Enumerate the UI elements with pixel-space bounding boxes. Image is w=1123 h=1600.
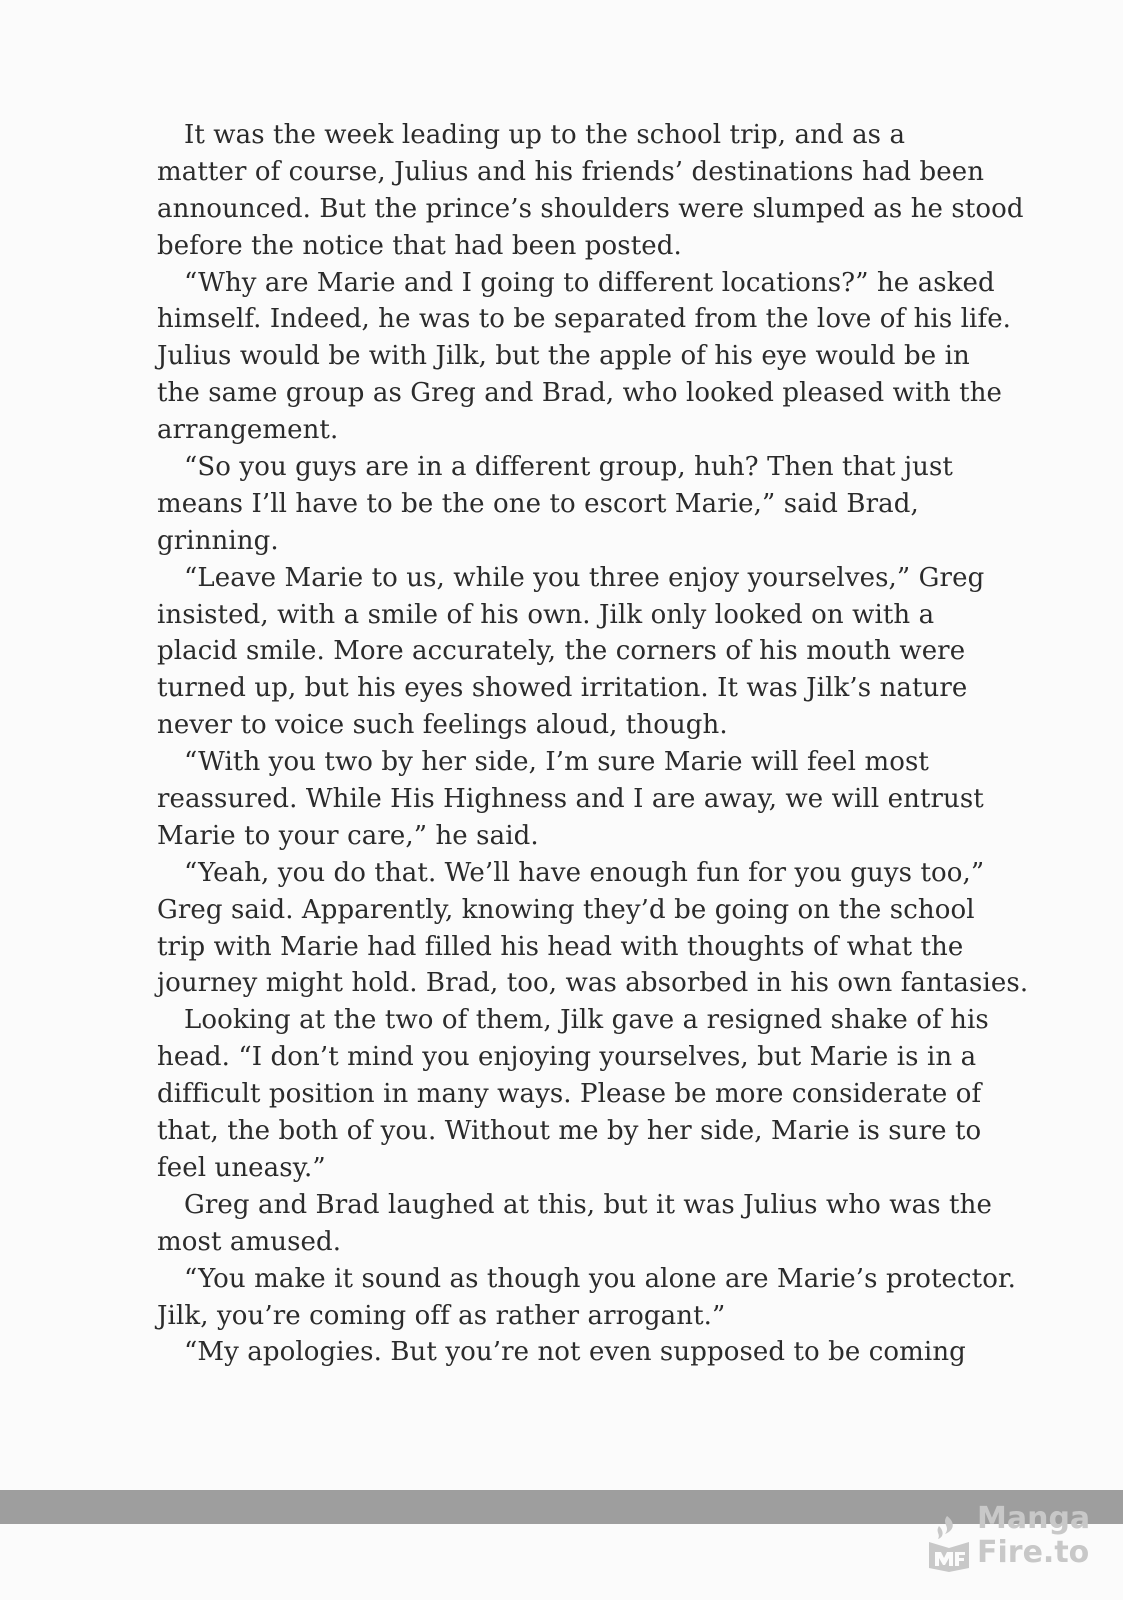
- text-line: “You make it sound as though you alone are Marie’s protector.: [184, 1263, 1017, 1294]
- text-line: means I’ll have to be the one to escort Marie,” said Brad,: [157, 488, 919, 519]
- text-line: “Leave Marie to us, while you three enjoy yourselves,” Greg: [184, 562, 985, 593]
- watermark-line-2: Fire.to: [977, 1535, 1090, 1570]
- text-line: difficult position in many ways. Please be more considerate of: [157, 1079, 982, 1110]
- text-line: “Why are Marie and I going to different locations?” he asked: [184, 267, 995, 298]
- text-line: announced. But the prince’s shoulders were slumped as he stood: [157, 193, 1024, 224]
- watermark-line-1: Manga: [977, 1501, 1091, 1536]
- text-line: Julius would be with Jilk, but the apple of his eye would be in: [157, 341, 970, 372]
- text-line: the same group as Greg and Brad, who looked pleased with the: [157, 378, 1003, 409]
- text-line: most amused.: [157, 1226, 342, 1257]
- text-line: head. “I don’t mind you enjoying yourselves, but Marie is in a: [157, 1042, 977, 1073]
- body-text: [157, 117, 1029, 1371]
- text-line: that, the both of you. Without me by her side, Marie is sure to: [157, 1116, 982, 1147]
- text-line: feel uneasy.”: [157, 1152, 326, 1183]
- text-line: trip with Marie had filled his head with thoughts of what the: [157, 931, 964, 962]
- text-line: Marie to your care,” he said.: [157, 820, 539, 851]
- text-line: turned up, but his eyes showed irritation. It was Jilk’s nature: [157, 673, 968, 704]
- text-line: “Yeah, you do that. We’ll have enough fun for you guys too,”: [184, 857, 985, 888]
- text-line: journey might hold. Brad, too, was absorbed in his own fantasies.: [157, 968, 1029, 999]
- text-line: “With you two by her side, I’m sure Marie will feel most: [184, 747, 929, 778]
- flame-book-icon: [925, 1512, 975, 1572]
- text-line: Greg and Brad laughed at this, but it was Julius who was the: [184, 1189, 992, 1220]
- text-line: Greg said. Apparently, knowing they’d be going on the school: [157, 894, 975, 925]
- text-line: placid smile. More accurately, the corners of his mouth were: [157, 636, 966, 667]
- watermark-text: [977, 1502, 1090, 1570]
- text-line: It was the week leading up to the school trip, and as a: [184, 120, 906, 150]
- text-line: Jilk, you’re coming off as rather arrogant.”: [157, 1300, 726, 1331]
- text-line: “So you guys are in a different group, huh? Then that just: [184, 452, 953, 483]
- text-line: before the notice that had been posted.: [157, 230, 682, 261]
- text-line: “My apologies. But you’re not even supposed to be coming: [184, 1337, 966, 1368]
- text-line: insisted, with a smile of his own. Jilk only looked on with a: [157, 599, 935, 630]
- text-line: matter of course, Julius and his friends’ destinations had been: [157, 156, 985, 187]
- text-line: never to voice such feelings aloud, though.: [157, 710, 728, 741]
- text-line: arrangement.: [157, 415, 339, 446]
- text-line: reassured. While His Highness and I are away, we will entrust: [157, 784, 984, 815]
- watermark-logo: [925, 1502, 1105, 1582]
- text-line: himself. Indeed, he was to be separated from the love of his life.: [157, 304, 1012, 335]
- text-line: Looking at the two of them, Jilk gave a resigned shake of his: [184, 1005, 989, 1036]
- text-line: grinning.: [157, 525, 279, 556]
